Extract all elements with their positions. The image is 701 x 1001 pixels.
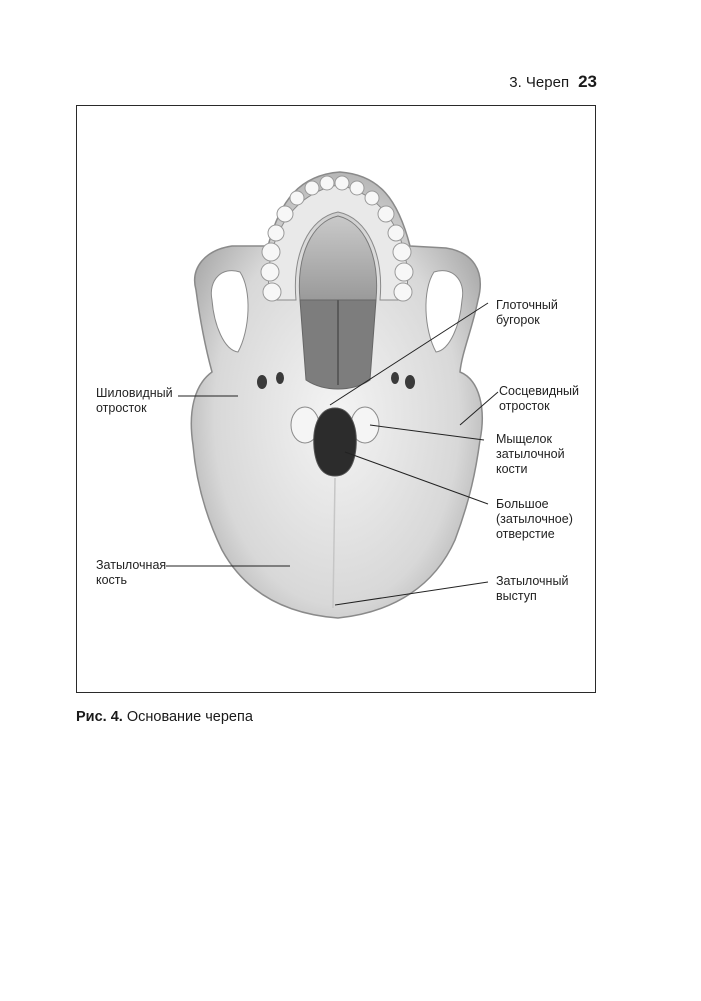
foramen-magnum-shape <box>314 408 357 476</box>
label-occipital-protuberance: Затылочный выступ <box>496 574 569 603</box>
label-mastoid-process: Сосцевидный отросток <box>499 384 579 413</box>
label-occipital-condyle: Мыщелок затылочной кости <box>496 432 565 476</box>
label-foramen-magnum: Большое (затылочное) отверстие <box>496 497 573 541</box>
figure-caption <box>76 709 253 725</box>
label-pharyngeal-tubercle: Глоточный бугорок <box>496 298 558 327</box>
label-styloid-process: Шиловидный отросток <box>96 386 173 415</box>
section-title: 3. Череп <box>509 74 570 91</box>
caption-number: Рис. 4. <box>76 709 123 725</box>
caption-text: Основание черепа <box>122 709 253 725</box>
page-number: 23 <box>578 72 597 91</box>
label-occipital-bone: Затылочная кость <box>96 558 167 587</box>
